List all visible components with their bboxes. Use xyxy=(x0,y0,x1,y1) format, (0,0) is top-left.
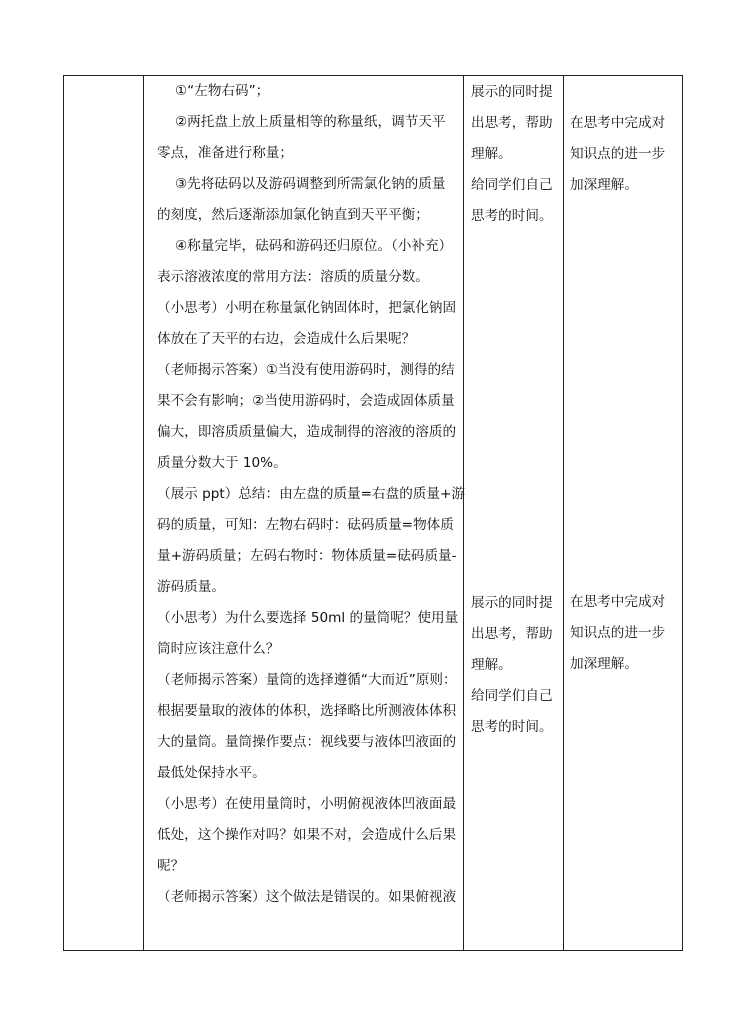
student-line: 知识点的进一步 xyxy=(570,146,666,162)
content-line: 表示溶液浓度的常用方法：溶质的质量分数。 xyxy=(157,269,429,285)
lesson-plan-table xyxy=(63,75,683,951)
teacher-line: 思考的时间。 xyxy=(471,208,553,224)
content-line: 零点，准备进行称量； xyxy=(157,145,293,161)
teacher-line: 理解。 xyxy=(471,657,512,673)
content-line: 根据要量取的液体的体积，选择略比所测液体体积 xyxy=(157,703,457,719)
content-line: 大的量筒。量筒操作要点：视线要与液体凹液面的 xyxy=(157,734,457,750)
content-line: 筒时应该注意什么？ xyxy=(157,641,280,657)
student-activity-group xyxy=(564,76,682,201)
content-line: （老师揭示答案）这个做法是错误的。如果俯视液 xyxy=(157,889,457,905)
content-line: 呢？ xyxy=(157,858,185,874)
content-line: 低处，这个操作对吗？如果不对，会造成什么后果 xyxy=(157,827,457,843)
teacher-line: 展示的同时提 xyxy=(471,595,553,611)
stage-cell xyxy=(64,76,144,951)
content-line: 质量分数大于 10%。 xyxy=(157,455,287,471)
content-line: 体放在了天平的右边，会造成什么后果呢？ xyxy=(157,331,416,347)
content-line: 的刻度，然后逐渐添加氯化钠直到天平平衡； xyxy=(157,207,429,223)
teacher-activity-group xyxy=(464,76,563,232)
content-line: （展示 ppt）总结：由左盘的质量=右盘的质量+游 xyxy=(157,486,465,502)
student-line: 在思考中完成对 xyxy=(570,594,666,610)
student-line: 知识点的进一步 xyxy=(570,625,666,641)
content-cell xyxy=(144,76,464,951)
teacher-line: 出思考，帮助 xyxy=(471,115,553,131)
teacher-line: 给同学们自己 xyxy=(471,177,553,193)
student-line: 加深理解。 xyxy=(570,177,638,193)
teacher-activity-group xyxy=(464,588,563,743)
teacher-line: 思考的时间。 xyxy=(471,719,553,735)
teacher-line: 展示的同时提 xyxy=(471,84,553,100)
content-line: 最低处保持水平。 xyxy=(157,765,266,781)
content-line: （小思考）小明在称量氯化钠固体时，把氯化钠固 xyxy=(157,300,457,316)
student-activity-cell xyxy=(564,76,683,951)
content-line: 游码质量。 xyxy=(157,579,225,595)
content-line: 量+游码质量；左码右物时：物体质量=砝码质量- xyxy=(157,548,457,564)
teacher-activity-cell xyxy=(464,76,564,951)
teacher-line: 给同学们自己 xyxy=(471,688,553,704)
student-line: 加深理解。 xyxy=(570,656,638,672)
content-line: （老师揭示答案）量筒的选择遵循“大而近”原则： xyxy=(157,672,457,688)
table-row xyxy=(64,76,683,951)
content-line: ④称量完毕，砝码和游码还归原位。（小补充） xyxy=(175,238,453,254)
teacher-line: 出思考，帮助 xyxy=(471,626,553,642)
content-line: ①“左物右码”； xyxy=(175,83,270,99)
content-line: 偏大，即溶质质量偏大，造成制得的溶液的溶质的 xyxy=(157,424,457,440)
content-line: ③先将砝码以及游码调整到所需氯化钠的质量 xyxy=(175,176,446,192)
content-line: （老师揭示答案）①当没有使用游码时，测得的结 xyxy=(157,362,455,378)
teacher-line: 理解。 xyxy=(471,146,512,162)
content-line: （小思考）在使用量筒时，小明俯视液体凹液面最 xyxy=(157,796,457,812)
content-line: 果不会有影响；②当使用游码时，会造成固体质量 xyxy=(157,393,455,409)
student-activity-group xyxy=(564,587,682,680)
content-line: （小思考）为什么要选择 50ml 的量筒呢？使用量 xyxy=(157,610,459,626)
student-line: 在思考中完成对 xyxy=(570,115,666,131)
content-line: 码的质量，可知：左物右码时：砝码质量=物体质 xyxy=(157,517,454,533)
content-line: ②两托盘上放上质量相等的称量纸，调节天平 xyxy=(175,114,446,130)
